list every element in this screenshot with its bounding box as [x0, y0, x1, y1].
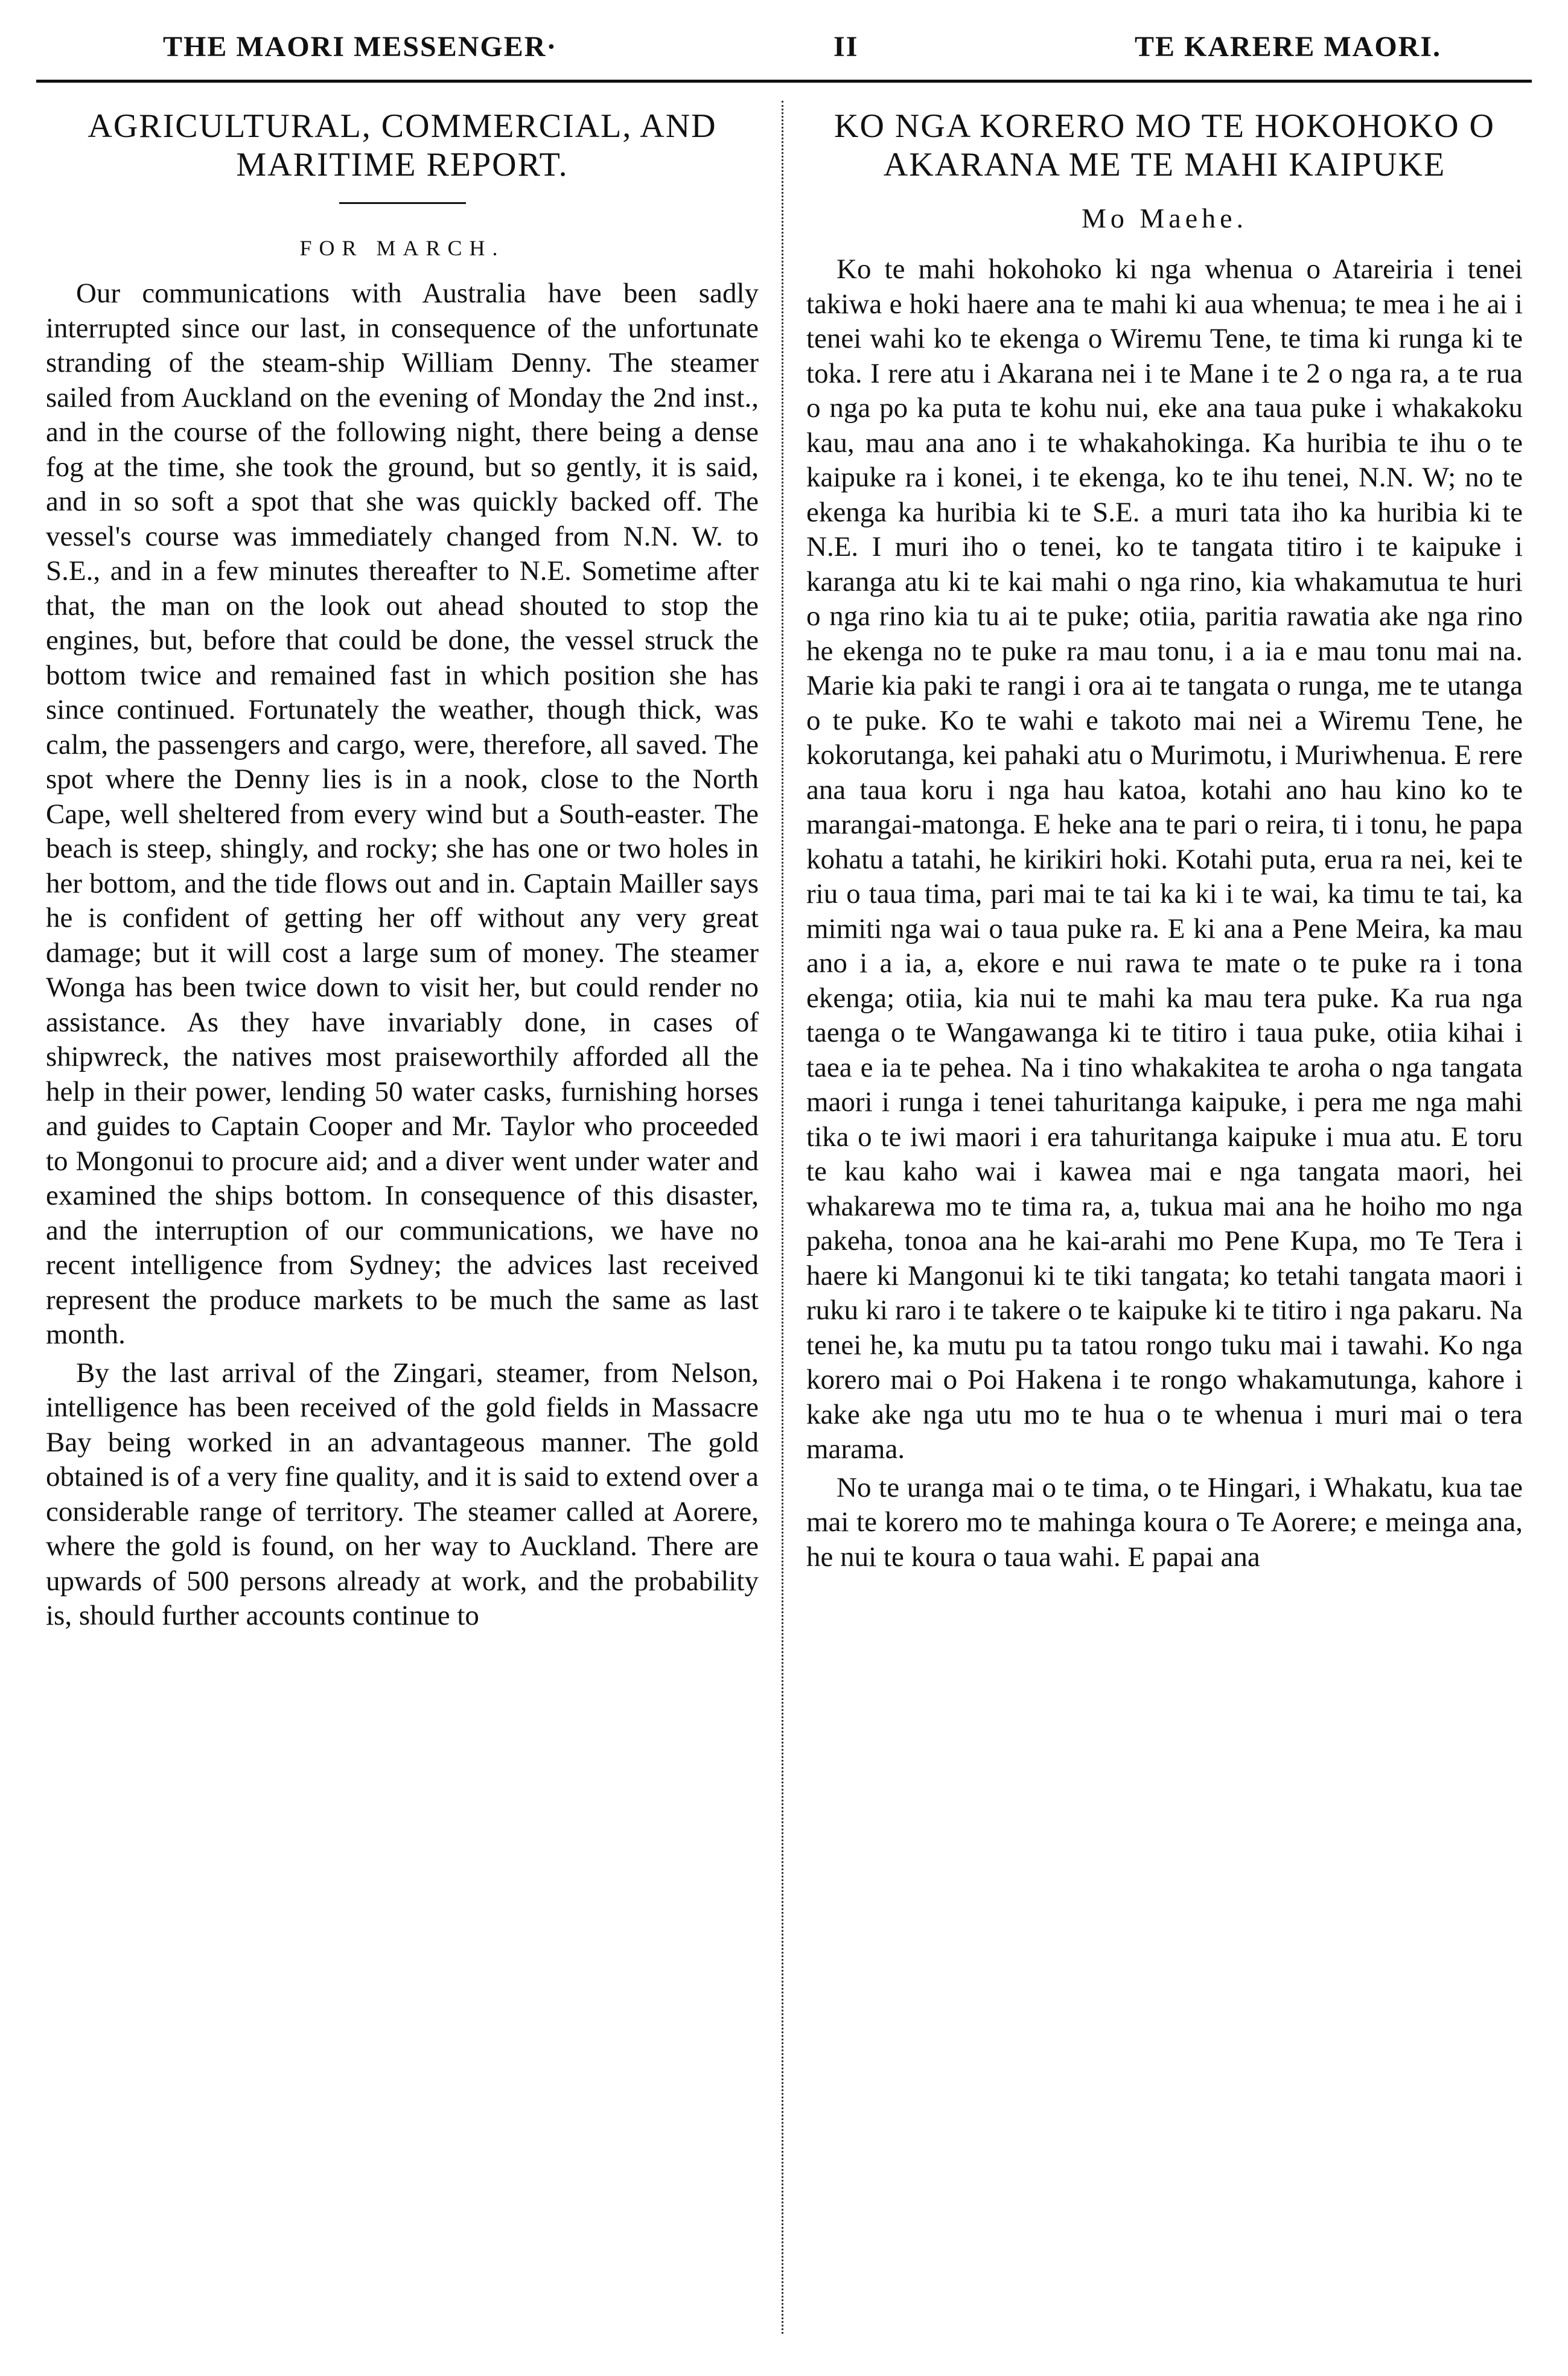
columns: [36, 83, 1532, 2340]
english-paragraph-2: By the last arrival of the Zingari, steamer, from Nelson, intelligence has been received of the gold fields in Massacre Bay being worked in an advantageous manner. The gold obtained is of a very fine quality, and it is said to extend over a considerable range of territory. The steamer called at Aorere, where the gold is found, on her way to Auckland. There are upwards of 500 persons already at work, and the probability is, should further accounts continue to: [46, 1357, 759, 1631]
maori-paragraph-1: Ko te mahi hokohoko ki nga whenua o Atareiria i tenei takiwa e hoki haere ana te mahi ki aua whenua; te mea i he ai i tenei wahi ko te ekenga o Wiremu Tene, te tima ki runga ki te toka. I rere atu i Akarana nei i te Mane i te 2 o nga ra, a te rua o nga po ka puta te kohu nui, eke ana taua puke i whakakoku kau, mau ana ano i te whakahokinga. Ka huribia te ihu o te kaipuke ra i konei, i te ekenga, ko te ihu tenei, N.N. W; no te ekenga ka huribia ki te S.E. a muri tata iho ka huribia ki te N.E. I muri iho o tenei, ko te tangata titiro i te kaipuke i karanga atu ki te kai mahi o nga rino, kia whakamutua te huri o nga rino kia tu ai te puke; otiia, paritia rawatia ake nga rino he ekenga no te puke ra mau tonu, i a ia e mau tonu mai na. Marie kia paki te rangi i ora ai te tangata o runga, me te utanga o te puke. Ko te wahi e takoto mai nei a Wiremu Tene, he kokorutanga, kei pahaki atu o Murimotu, i Muriwhenua. E rere ana taua koru i nga hau katoa, kotahi ano hau kino ko te marangai-matonga. E heke ana te pari o reira, ti i tonu, he papa kohatu a tatahi, he kirikiri hoki. Kotahi puta, erua ra nei, kei te riu o taua tima, pari mai te tai ka ki i te wai, ka timu te tai, ka mimiti nga wai o taua puke ra. E ki ana a Pene Meira, ka mau ano i a ia, a, ekore e nui rawa te mate o te puke ra i tona ekenga; otiia, kia nui te mahi ka mau tera puke. Ka rua nga taenga o te Wangawanga ki te titiro i taua puke, otiia kihai i taea e ia te pehea. Na i tino whakakitea te aroha o nga tangata maori i runga i tenei tahuritanga kaipuke, i pera me nga mahi tika o te iwi maori i era tahuritanga kaipuke i mua atu. E toru te kau kaho wai i kawea mai e nga tangata maori, hei whakarewa mo te tima ra, a, tukua mai ana he hoiho mo nga pakeha, tonoa ana he kai-arahi mo Pene Kupa, mo Te Tera i haere ki Mangonui ki te tiki tangata; ko tetahi tangata maori i ruku ki raro i te takere o te kaipuke ki te titiro i nga pakaru. Na tenei he, ka mutu pu ta tatou rongo tuku mai i tawahi. Ko nga korero mai o Poi Hakena i te rongo whakamutunga, kahore i kake ake nga utu mo te hua o te whenua i muri mai o tera marama.: [806, 253, 1523, 1465]
maori-subtitle: Mo Maehe.: [1081, 203, 1248, 234]
english-column: [36, 83, 782, 2340]
maori-paragraph-2: No te uranga mai o te tima, o te Hingari, i Whakatu, kua tae mai te korero mo te mahinga koura o Te Aorere; e meinga ana, he nui te koura o taua wahi. E papai ana: [806, 1471, 1523, 1573]
running-head: [36, 30, 1532, 72]
masthead-maori: TE KARERE MAORI.: [1134, 31, 1441, 63]
english-title: AGRICULTURAL, COMMERCIAL, AND MARITIME REPORT.: [88, 107, 717, 183]
title-rule: [339, 202, 466, 204]
english-subtitle: FOR MARCH.: [299, 236, 505, 260]
english-paragraph-1: Our communications with Australia have been sadly interrupted since our last, in consequence of the unfortunate stranding of the steam-ship William Denny. The steamer sailed from Auckland on the evening of Monday the 2nd inst., and in the course of the following night, there being a dense fog at the time, she took the ground, but so gently, it is said, and in so soft a spot that she was quickly backed off. The vessel's course was immediately changed from N.N. W. to S.E., and in a few minutes thereafter to N.E. Sometime after that, the man on the look out ahead shouted to stop the engines, but, before that could be done, the vessel struck the bottom twice and remained fast in which position she has since continued. Fortunately the weather, though thick, was calm, the passengers and cargo, were, therefore, all saved. The spot where the Denny lies is in a nook, close to the North Cape, well sheltered from every wind but a South-easter. The beach is steep, shingly, and rocky; she has one or two holes in her bottom, and the tide flows out and in. Captain Mailler says he is confident of getting her off without any very great damage; but it will cost a large sum of money. The steamer Wonga has been twice down to visit her, but could render no assistance. As they have invariably done, in cases of shipwreck, the natives most praiseworthily afforded all the help in their power, lending 50 water casks, furnishing horses and guides to Captain Cooper and Mr. Taylor who proceeded to Mongonui to procure aid; and a diver went under water and examined the ships bottom. In consequence of this disaster, and the interruption of our communications, we have no recent intelligence from Sydney; the advices last received represent the produce markets to be much the same as last month.: [46, 278, 759, 1350]
maori-column: [783, 83, 1529, 2340]
page-number: II: [833, 31, 859, 63]
masthead-english: THE MAORI MESSENGER·: [163, 31, 558, 63]
maori-title: KO NGA KORERO MO TE HOKOHOKO O AKARANA ME TE MAHI KAIPUKE: [834, 107, 1495, 183]
